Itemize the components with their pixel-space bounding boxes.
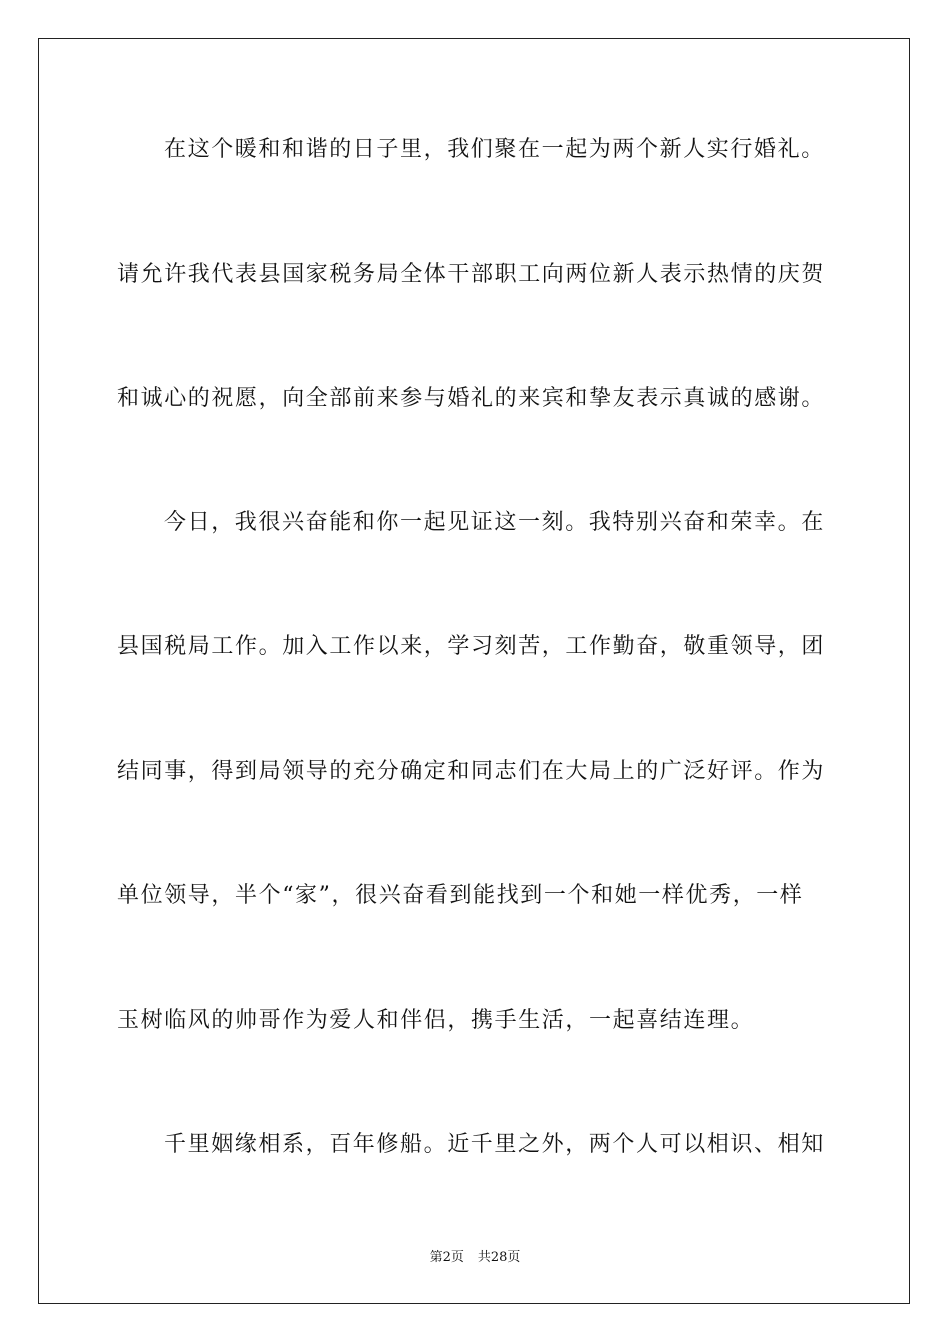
paragraph-line: 和诚心的祝愿，向全部前来参与婚礼的来宾和挚友表示真诚的感谢。 <box>117 386 826 411</box>
paragraph-line: 结同事，得到局领导的充分确定和同志们在大局上的广泛好评。作为 <box>117 759 826 784</box>
paragraph-line: 请允许我代表县国家税务局全体干部职工向两位新人表示热情的庆贺 <box>117 262 826 287</box>
page-footer <box>0 1246 950 1265</box>
page-number: 第2页 <box>429 1250 464 1265</box>
paragraph-line: 今日，我很兴奋能和你一起见证这一刻。我特别兴奋和荣幸。在 <box>164 510 825 535</box>
paragraph-line: 县国税局工作。加入工作以来，学习刻苦，工作勤奋，敬重领导，团 <box>117 634 826 659</box>
page-total: 共28页 <box>477 1250 521 1265</box>
paragraph-line: 玉树临风的帅哥作为爱人和伴侣，携手生活，一起喜结连理。 <box>117 1008 755 1033</box>
page-border <box>38 38 910 1304</box>
paragraph-line: 在这个暖和和谐的日子里，我们聚在一起为两个新人实行婚礼。 <box>164 137 825 162</box>
paragraph-line: 单位领导，半个“家”，很兴奋看到能找到一个和她一样优秀，一样 <box>117 883 804 908</box>
paragraph-line: 千里姻缘相系，百年修船。近千里之外，两个人可以相识、相知 <box>164 1132 825 1157</box>
